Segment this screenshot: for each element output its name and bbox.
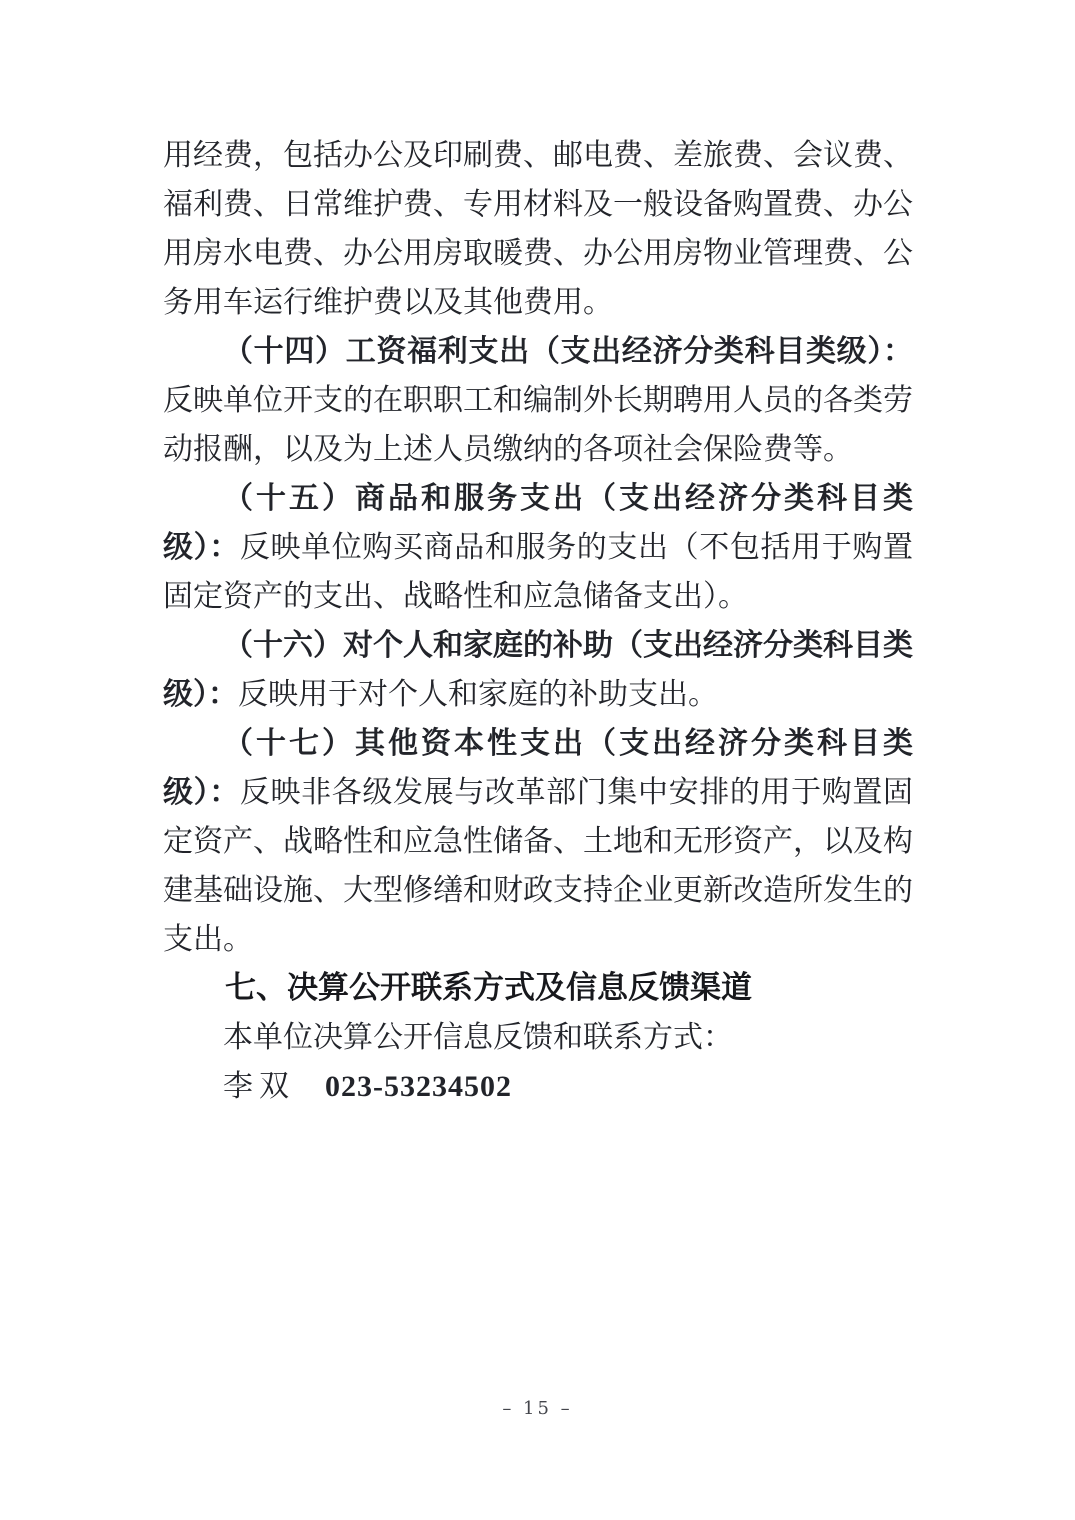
paragraph-text: 反映单位开支的在职职工和编制外长期聘用人员的各类劳动报酬，以及为上述人员缴纳的各项社会保险费等。	[163, 383, 913, 467]
paragraph-text: 反映非各级发展与改革部门集中安排的用于购置固定资产、战略性和应急性储备、土地和无形资产，以及构建基础设施、大型修缮和财政支持企业更新改造所发生的支出。	[163, 775, 913, 957]
paragraph-lead: （十四）工资福利支出（支出经济分类科目类级）：	[223, 334, 913, 369]
section-heading: 七、决算公开联系方式及信息反馈渠道	[225, 970, 752, 1006]
paragraph-item-16	[163, 621, 913, 719]
paragraph-item-15	[163, 474, 913, 621]
contact-intro-text: 本单位决算公开信息反馈和联系方式：	[223, 1020, 733, 1055]
paragraph-item-14	[163, 327, 913, 474]
paragraph-item-17	[163, 719, 913, 964]
paragraph-lead: （十五）商品和服务支出（支出经济分类科目类级）：	[163, 481, 913, 565]
paragraph-text: 用经费，包括办公及印刷费、邮电费、差旅费、会议费、福利费、日常维护费、专用材料及一般设备购置费、办公用房水电费、办公用房取暖费、办公用房物业管理费、公务用车运行维护费以及其他费用。	[163, 138, 913, 320]
paragraph-text: 反映单位购买商品和服务的支出（不包括用于购置固定资产的支出、战略性和应急储备支出）。	[163, 530, 913, 614]
paragraph-lead: （十六）对个人和家庭的补助（支出经济分类科目类级）：	[163, 628, 913, 712]
contact-line	[163, 1062, 913, 1111]
paragraph-lead: （十七）其他资本性支出（支出经济分类科目类级）：	[163, 726, 913, 810]
paragraph-expense-continuation	[163, 131, 913, 327]
contact-name: 李双	[223, 1069, 295, 1104]
contact-phone: 023-53234502	[325, 1070, 512, 1103]
paragraph-text: 反映用于对个人和家庭的补助支出。	[238, 677, 718, 712]
document-body	[163, 131, 913, 1111]
contact-intro	[163, 1013, 913, 1062]
page-number: – 15 –	[502, 1398, 573, 1419]
